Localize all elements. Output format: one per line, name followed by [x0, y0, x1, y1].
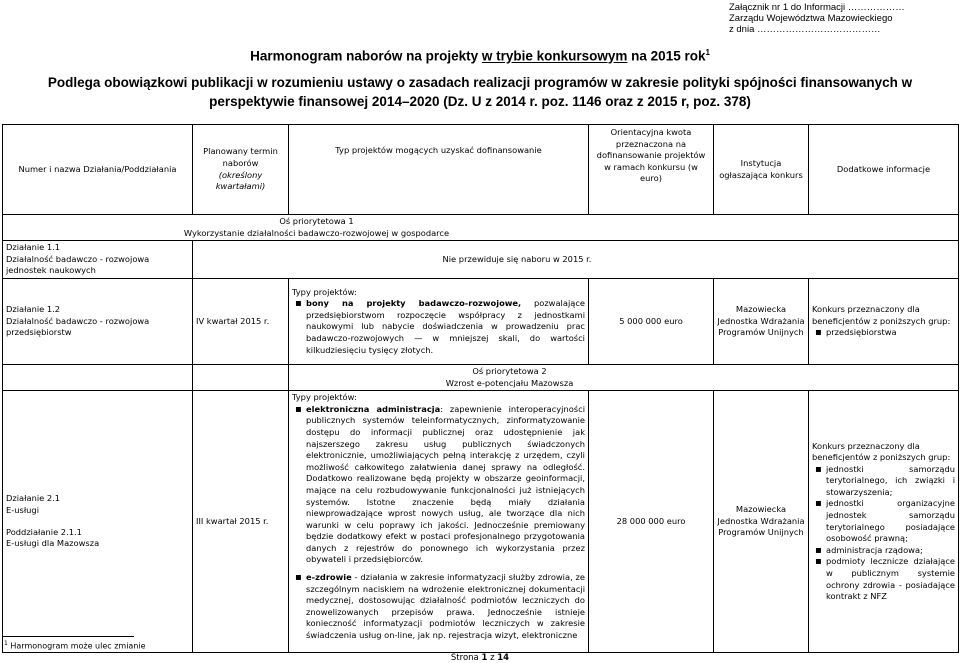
amount-1-2: 5 000 000 euro	[589, 278, 714, 364]
header-term: Planowany termin naborów (określony kwartałami)	[193, 125, 289, 215]
header-info: Dodatkowe informacje	[809, 125, 959, 215]
info-1-2: Konkurs przeznaczony dla beneficjentów z poniższych grup: ▪ przedsiębiorstwa	[809, 278, 959, 364]
priority-axis-1-row	[3, 215, 959, 241]
action-2-1-cell: Działanie 2.1 E-usługi Poddziałanie 2.1.1 E-usługi dla Mazowsza	[3, 391, 193, 653]
priority-axis-2: Oś priorytetowa 2 Wzrost e-potencjału Mazowsza	[289, 364, 959, 390]
list-item: ▪ podmioty lecznicze działające w publicznym systemie ochrony zdrowia - posiadające kontrakt z NFZ	[826, 556, 955, 602]
footnote-number: 1	[4, 640, 8, 647]
priority-2-left-blank	[3, 364, 193, 390]
types-2-1: Typy projektów: ▪ elektroniczna administracja: zapewnienie interoperacyjności publicznych systemów teleinformatycznych, zinformatyzowanie dostępu do informacji publicznej oraz udostępnienie jak najszerszego zakresu usług publicznych świadczonych elektronicznie, umożliwiających pełną interakcję z urzędem, czyli możliwość całkowitego załatwienia danej sprawy na odległość. Dodatkowo realizowane będą projekty w obszarze geoinformacji, mające na celu rozbudowywanie funkcjonalności już istniejących systemów. Istotne znaczenie będą miały działania niewprowadzające wprost nowych usług, ale tworzące dla nich warunki w celu poprawy ich jakości. Jednocześnie premiowany będzie dodatkowy efekt w postaci profesjonalnego przygotowania danych z rejestrów do ponownego ich wykorzystania przez obywateli i przedsiębiorców. ▪ e-zdrowie - działania w zakresie informatyzacji służby zdrowia, ze szczególnym naciskiem na wdrożenie elektronicznej dokumentacji medycznej, dostosowując działalność podmiotów leczniczych do znowelizowanych przepisów prawa. Jednocześnie istnieje konieczność informatyzacji podmiotów leczniczych w zakresie świadczenia usług on-line, jak np. rejestracja wizyt, elektroniczne	[289, 391, 589, 653]
header-institution: Instytucja ogłaszająca konkurs	[714, 125, 809, 215]
header-amount: Orientacyjna kwota przeznaczona na dofinansowanie projektów w ramach konkursu (w euro)	[589, 125, 714, 215]
table-header-row	[3, 125, 959, 215]
info-2-1-list	[812, 464, 955, 603]
term-1-2: IV kwartał 2015 r.	[193, 278, 289, 364]
header-term-note: (określony kwartałami)	[215, 169, 266, 192]
info-2-1: Konkurs przeznaczony dla beneficjentów z poniższych grup: ▪ jednostki samorządu terytorialnego, ich związki i stowarzyszenia; ▪ jednostki organizacyjne jednostek samorządu terytorialnego posiadające osobowość prawną; ▪ administracja rządowa; ▪ podmioty lecznicze działające w publicznym systemie ochrony zdrowia - posiadające kontrakt z NFZ	[809, 391, 959, 653]
page-current: 1	[481, 653, 488, 663]
priority-axis-1: Oś priorytetowa 1 Wykorzystanie działalności badawczo-rozwojowej w gospodarce	[3, 215, 959, 241]
list-item: ▪ elektroniczna administracja: zapewnienie interoperacyjności publicznych systemów teleinformatycznych, zinformatyzowanie dostępu do informacji publicznej oraz udostępnienie jak najszerszego zakresu usług publicznych świadczonych elektronicznie, umożliwiających pełną interakcję z urzędem, czyli możliwość całkowitego załatwienia danej sprawy na odległość. Dodatkowo realizowane będą projekty w obszarze geoinformacji, mające na celu rozbudowywanie funkcjonalności już istniejących systemów. Istotne znaczenie będą miały działania niewprowadzające wprost nowych usług, ale tworzące dla nich warunki w celu poprawy ich jakości. Jednocześnie premiowany będzie dodatkowy efekt w postaci profesjonalnego przygotowania danych z rejestrów do ponownego ich wykorzystania przez obywateli i przedsiębiorców.	[306, 404, 585, 566]
list-item: ▪ e-zdrowie - działania w zakresie informatyzacji służby zdrowia, ze szczególnym naciskiem na wdrożenie elektronicznej dokumentacji medycznej, dostosowując działalność podmiotów leczniczych do znowelizowanych przepisów prawa. Jednocześnie istnieje konieczność informatyzacji podmiotów leczniczych w zakresie świadczenia usług on-line, jak np. rejestracja wizyt, elektroniczne	[306, 572, 585, 642]
footnote-separator	[2, 636, 134, 637]
page-number: Strona 1 z 14	[450, 653, 510, 663]
priority-axis-2-row	[3, 364, 959, 390]
document-title	[0, 48, 960, 64]
types-1-2-list	[292, 298, 585, 356]
list-item: ▪ administracja rządowa;	[826, 545, 955, 557]
no-call-note: Nie przewiduje się naboru w 2015 r.	[193, 241, 959, 279]
info-1-2-list	[812, 327, 955, 339]
action-1-2-cell: Działanie 1.2 Działalność badawczo - rozwojowa przedsiębiorstw	[3, 278, 193, 364]
list-item: ▪ jednostki organizacyjne jednostek samorządu terytorialnego posiadające osobowość prawną;	[826, 498, 955, 544]
page-total: 14	[497, 653, 510, 663]
header-action: Numer i nazwa Działania/Poddziałania	[3, 125, 193, 215]
title-underlined: w trybie konkursowym	[481, 48, 628, 64]
table-row	[3, 241, 959, 279]
table-row	[3, 278, 959, 364]
footnote-text: Harmonogram może ulec zmianie	[7, 641, 146, 651]
institution-2-1: Mazowiecka Jednostka Wdrażania Programów Unijnych	[714, 391, 809, 653]
document-subtitle: Podlega obowiązkowi publikacji w rozumieniu ustawy o zasadach realizacji programów w zakresie polityki spójności finansowanych w perspektywie finansowej 2014–2020 (Dz. U z 2014 r. poz. 1146 oraz z 2015 r, poz. 378)	[47, 75, 913, 109]
header-project-type: Typ projektów mogących uzyskać dofinansowanie	[289, 125, 589, 215]
types-1-2: Typy projektów: ▪ bony na projekty badawczo-rozwojowe, pozwalające przedsiębiorstwom rozpoczęcie współpracy z jednostkami naukowymi lub nabycie doświadczenia w prowadzeniu prac badawczo-rozwojowych — w mniejszej skali, do wartości kilkudziesięciu tysięcy złotych.	[289, 278, 589, 364]
institution-1-2: Mazowiecka Jednostka Wdrażania Programów Unijnych	[714, 278, 809, 364]
action-1-1-cell: Działanie 1.1 Działalność badawczo - rozwojowa jednostek naukowych	[3, 241, 193, 279]
title-pre: Harmonogram naborów na projekty	[250, 48, 482, 64]
list-item: ▪ bony na projekty badawczo-rozwojowe, pozwalające przedsiębiorstwom rozpoczęcie współpracy z jednostkami naukowymi lub nabycie doświadczenia w prowadzeniu prac badawczo-rozwojowych — w mniejszej skali, do wartości kilkudziesięciu tysięcy złotych.	[306, 298, 585, 356]
attachment-line-3: z dnia …………………………………	[729, 24, 881, 35]
list-item: ▪ jednostki samorządu terytorialnego, ich związki i stowarzyszenia;	[826, 464, 955, 499]
attachment-note	[729, 2, 934, 35]
amount-2-1: 28 000 000 euro	[589, 391, 714, 653]
attachment-line-2: Zarządu Województwa Mazowieckiego	[729, 13, 893, 24]
list-item: ▪ przedsiębiorstwa	[826, 327, 955, 339]
title-footnote-ref: 1	[705, 48, 710, 57]
attachment-line-1: Załącznik nr 1 do Informacji ………………	[729, 2, 905, 13]
schedule-table	[2, 124, 959, 653]
types-2-1-list	[292, 404, 585, 642]
footnote	[4, 640, 146, 651]
term-2-1: III kwartał 2015 r.	[193, 391, 289, 653]
priority-2-term-blank	[193, 364, 289, 390]
title-post: na 2015 rok	[627, 48, 706, 64]
table-row	[3, 391, 959, 653]
